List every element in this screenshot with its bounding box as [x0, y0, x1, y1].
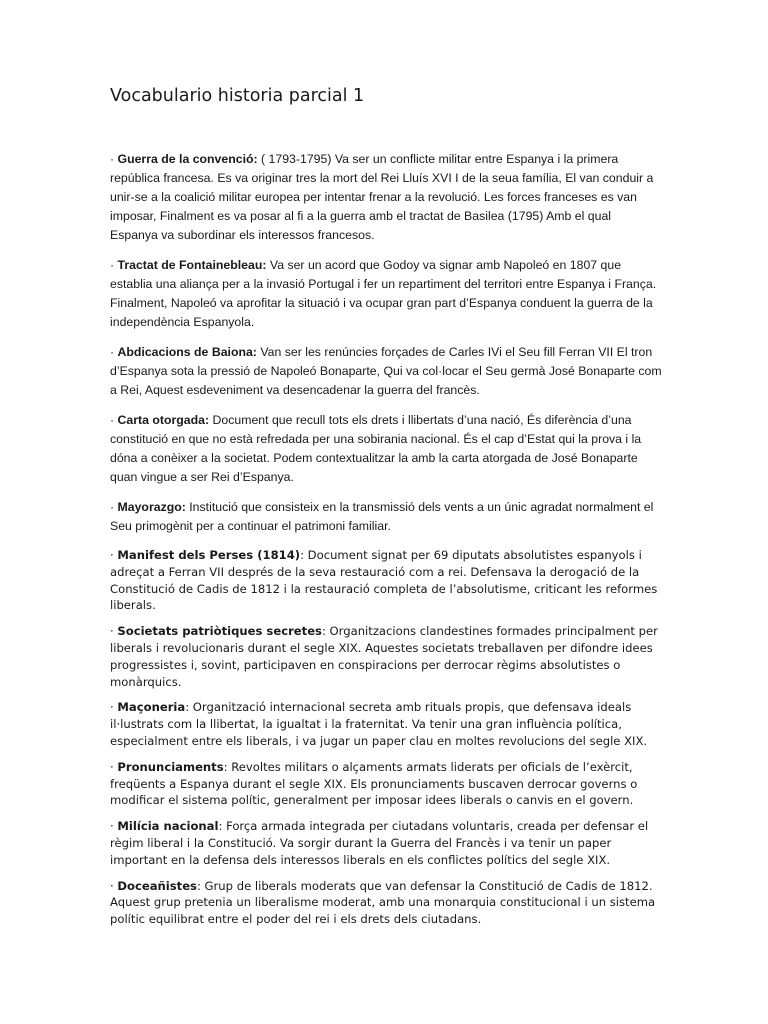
- entry-term: Doceañistes: [117, 878, 197, 893]
- entry-maconeria: [110, 699, 662, 749]
- entry-guerra-convencio: [110, 150, 662, 245]
- entry-term: Societats patriòtiques secretes: [117, 624, 322, 639]
- entry-term: Carta otorgada:: [117, 413, 210, 427]
- entry-term: Tractat de Fontainebleau:: [117, 258, 267, 272]
- entry-term: Guerra de la convenció:: [117, 152, 258, 166]
- document-body: [110, 150, 662, 928]
- entry-text: : Document signat per 69 diputats absolutistes espanyols i adreçat a Ferran VII després de la seva restauració com a rei. Defensava la derogació de la Constitució de Cadis de 1812 i la restauració completa de l’absolutisme, criticant les reformes liberals.: [110, 548, 658, 613]
- entry-pronunciaments: [110, 759, 662, 809]
- entry-term: Milícia nacional: [117, 819, 219, 834]
- entry-text: Document que recull tots els drets i llibertats d’una nació, És diferència d’una constitució en que no està refredada per una sobirania nacional. És el cap d’Estat qui la prova i la dóna a conèixer a la societat. Podem contextualitzar la amb la carta atorgada de José Bonaparte quan vingue a ser Rei d’Espanya.: [110, 413, 642, 484]
- entry-bullet: ·: [110, 878, 118, 893]
- entry-bullet: ·: [110, 819, 118, 834]
- entry-bullet: ·: [110, 759, 118, 774]
- entry-text: ( 1793-1795) Va ser un conflicte militar entre Espanya i la primera república francesa. Es va originar tres la mort del Rei Lluís XVI I de la seua família, El van conduir a unir-se a la coalició militar europea per intentar frenar a la revolució. Les forces franceses es van imposar, Finalment es va posar al fi a la guerra amb el tractat de Basilea (1795) Amb el qual Espanya va subordinar els interessos francesos.: [110, 152, 654, 242]
- entry-bullet: ·: [110, 258, 118, 272]
- entry-milicia-nacional: [110, 818, 662, 868]
- entry-text: Institució que consisteix en la transmissió dels vents a un únic agradat normalment el Seu primogènit per a continuar el patrimoni familiar.: [110, 500, 654, 533]
- entry-term: Mayorazgo:: [117, 500, 186, 514]
- entry-tractat-fontainebleau: [110, 256, 662, 332]
- entry-doceanistes: [110, 878, 662, 928]
- entry-term: Maçoneria: [117, 700, 186, 715]
- entry-text: Va ser un acord que Godoy va signar amb Napoleó en 1807 que establia una aliança per a la invasió Portugal i fer un repartiment del territori entre Espanya i França. Finalment, Napoleó va aprofitar la situació i va ocupar gran part d’Espanya conduent la guerra de la independència Espanyola.: [110, 258, 657, 329]
- entry-term: Pronunciaments: [117, 759, 224, 774]
- entry-term: Manifest dels Perses (1814): [117, 548, 301, 562]
- entry-text: : Organitzacions clandestines formades principalment per liberals i revolucionaris durant el segle XIX. Aquestes societats treballaven per difondre idees progressistes i, sovint, participaven en conspiracions per derrocar règims absolutistes o monàrquics.: [110, 624, 658, 689]
- entry-manifest-perses: [110, 547, 662, 614]
- entry-bullet: ·: [110, 345, 118, 359]
- entry-carta-otorgada: [110, 411, 662, 487]
- entry-bullet: ·: [110, 413, 118, 427]
- entry-mayorazgo: [110, 498, 662, 536]
- entry-text: : Organització internacional secreta amb rituals propis, que defensava ideals il·lustrats com la llibertat, la igualtat i la fraternitat. Va tenir una gran influència política, especialment entre els liberals, i va jugar un paper clau en moltes revolucions del segle XIX.: [110, 700, 648, 748]
- entry-text: : Grup de liberals moderats que van defensar la Constitució de Cadis de 1812. Aquest grup pretenia un liberalisme moderat, amb una monarquia constitucional i un sistema polític equilibrat entre el poder del rei i els drets dels ciutadans.: [110, 878, 656, 927]
- entry-text: Van ser les renúncies forçades de Carles IVi el Seu fill Ferran VII El tron d’Espanya sota la pressió de Napoleó Bonaparte, Qui va col·locar el Seu germà José Bonaparte com a Rei, Aquest esdeveniment va desencadenar la guerra del francès.: [110, 345, 662, 397]
- entry-bullet: ·: [110, 700, 118, 715]
- entry-text: : Revoltes militars o alçaments armats liderats per oficials de l’exèrcit, freqüents a Espanya durant el segle XIX. Els pronunciaments buscaven derrocar governs o modificar el sistema polític, generalment per imposar idees liberals o canvis en el govern.: [110, 759, 638, 808]
- document-title: Vocabulario historia parcial 1: [110, 86, 365, 106]
- entry-bullet: ·: [110, 624, 118, 639]
- entry-societats-patriotiques: [110, 623, 662, 690]
- entry-term: Abdicacions de Baiona:: [117, 345, 257, 359]
- entry-bullet: ·: [110, 152, 118, 166]
- entry-bullet: ·: [110, 548, 118, 562]
- entry-text: : Força armada integrada per ciutadans voluntaris, creada per defensar el règim liberal i la Constitució. Va sorgir durant la Guerra del Francès i va tenir un paper important en la defensa dels interessos liberals en els conflictes polítics del segle XIX.: [110, 819, 649, 867]
- entry-bullet: ·: [110, 500, 118, 514]
- entry-abdicacions-baiona: [110, 343, 662, 400]
